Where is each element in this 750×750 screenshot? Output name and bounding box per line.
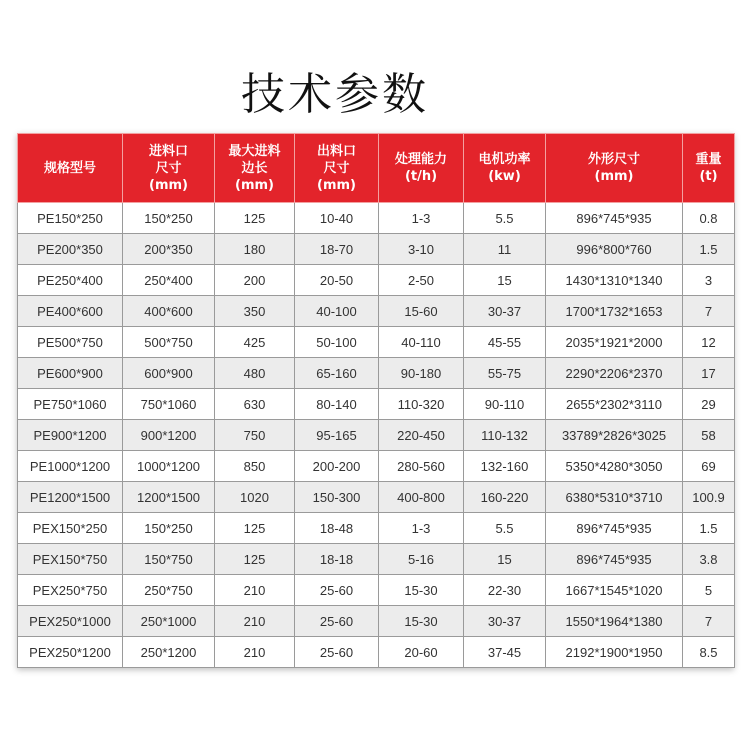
cell-feed-opening: 500*750 (123, 327, 215, 358)
table-row (18, 420, 735, 451)
cell-motor-power: 22-30 (464, 575, 546, 606)
cell-model: PEX250*1000 (18, 606, 123, 637)
cell-capacity: 1-3 (379, 513, 464, 544)
cell-model: PE400*600 (18, 296, 123, 327)
cell-model: PE1000*1200 (18, 451, 123, 482)
cell-weight: 100.9 (683, 482, 735, 513)
spec-table (17, 133, 735, 668)
cell-feed-opening: 150*750 (123, 544, 215, 575)
cell-feed-opening: 400*600 (123, 296, 215, 327)
header-line: 外形尺寸 (587, 152, 640, 167)
cell-model: PE500*750 (18, 327, 123, 358)
cell-dimensions: 1667*1545*1020 (546, 575, 683, 606)
cell-capacity: 1-3 (379, 203, 464, 234)
cell-discharge-opening: 150-300 (295, 482, 379, 513)
cell-capacity: 110-320 (379, 389, 464, 420)
cell-feed-opening: 1000*1200 (123, 451, 215, 482)
table-row (18, 358, 735, 389)
cell-max-feed: 125 (215, 544, 295, 575)
table-row (18, 575, 735, 606)
cell-capacity: 2-50 (379, 265, 464, 296)
table-row (18, 389, 735, 420)
cell-feed-opening: 900*1200 (123, 420, 215, 451)
cell-max-feed: 750 (215, 420, 295, 451)
cell-max-feed: 125 (215, 513, 295, 544)
header-line: 电机功率 (478, 152, 531, 167)
cell-feed-opening: 150*250 (123, 513, 215, 544)
header-line: (mm) (594, 169, 634, 184)
cell-capacity: 5-16 (379, 544, 464, 575)
table-row (18, 544, 735, 575)
cell-feed-opening: 250*400 (123, 265, 215, 296)
table-row (18, 327, 735, 358)
cell-capacity: 15-60 (379, 296, 464, 327)
cell-capacity: 3-10 (379, 234, 464, 265)
header-line: (mm) (317, 177, 356, 193)
cell-weight: 3 (683, 265, 735, 296)
cell-max-feed: 210 (215, 606, 295, 637)
table-row (18, 513, 735, 544)
table-row (18, 203, 735, 234)
table-row (18, 296, 735, 327)
cell-motor-power: 160-220 (464, 482, 546, 513)
header-line: 出料口 (316, 143, 356, 159)
cell-max-feed: 350 (215, 296, 295, 327)
header-line: 处理能力 (394, 152, 447, 167)
cell-weight: 7 (683, 296, 735, 327)
cell-weight: 58 (683, 420, 735, 451)
cell-dimensions: 896*745*935 (546, 513, 683, 544)
cell-dimensions: 2192*1900*1950 (546, 637, 683, 668)
cell-discharge-opening: 18-70 (295, 234, 379, 265)
cell-weight: 12 (683, 327, 735, 358)
cell-discharge-opening: 25-60 (295, 606, 379, 637)
cell-discharge-opening: 18-18 (295, 544, 379, 575)
cell-feed-opening: 750*1060 (123, 389, 215, 420)
cell-max-feed: 850 (215, 451, 295, 482)
cell-feed-opening: 150*250 (123, 203, 215, 234)
header-line: (mm) (235, 177, 274, 193)
cell-model: PE250*400 (18, 265, 123, 296)
header-feed-opening (123, 134, 215, 203)
cell-max-feed: 125 (215, 203, 295, 234)
cell-weight: 7 (683, 606, 735, 637)
table-body (18, 203, 735, 668)
cell-feed-opening: 250*1200 (123, 637, 215, 668)
cell-dimensions: 896*745*935 (546, 203, 683, 234)
header-line: (t/h) (404, 169, 438, 184)
header-weight (683, 134, 735, 203)
cell-weight: 0.8 (683, 203, 735, 234)
header-line: (kw) (488, 169, 521, 184)
cell-discharge-opening: 50-100 (295, 327, 379, 358)
cell-capacity: 15-30 (379, 575, 464, 606)
cell-discharge-opening: 200-200 (295, 451, 379, 482)
cell-model: PE150*250 (18, 203, 123, 234)
cell-max-feed: 630 (215, 389, 295, 420)
cell-discharge-opening: 20-50 (295, 265, 379, 296)
header-max-feed (215, 134, 295, 203)
cell-motor-power: 45-55 (464, 327, 546, 358)
cell-model: PE900*1200 (18, 420, 123, 451)
page-title: 技术参数 (241, 69, 429, 120)
cell-weight: 3.8 (683, 544, 735, 575)
cell-motor-power: 30-37 (464, 296, 546, 327)
cell-dimensions: 1700*1732*1653 (546, 296, 683, 327)
cell-motor-power: 15 (464, 544, 546, 575)
cell-motor-power: 110-132 (464, 420, 546, 451)
header-line: 边长 (241, 160, 268, 176)
header-motor-power (464, 134, 546, 203)
header-line: 进料口 (148, 143, 188, 159)
cell-max-feed: 480 (215, 358, 295, 389)
cell-dimensions: 896*745*935 (546, 544, 683, 575)
table-row (18, 482, 735, 513)
cell-discharge-opening: 18-48 (295, 513, 379, 544)
cell-motor-power: 5.5 (464, 203, 546, 234)
cell-discharge-opening: 95-165 (295, 420, 379, 451)
cell-discharge-opening: 25-60 (295, 637, 379, 668)
cell-weight: 1.5 (683, 513, 735, 544)
cell-motor-power: 55-75 (464, 358, 546, 389)
cell-weight: 8.5 (683, 637, 735, 668)
cell-capacity: 280-560 (379, 451, 464, 482)
cell-weight: 1.5 (683, 234, 735, 265)
cell-model: PEX250*1200 (18, 637, 123, 668)
table-row (18, 265, 735, 296)
header-row (18, 134, 735, 203)
cell-dimensions: 1430*1310*1340 (546, 265, 683, 296)
cell-discharge-opening: 40-100 (295, 296, 379, 327)
cell-motor-power: 30-37 (464, 606, 546, 637)
cell-model: PE600*900 (18, 358, 123, 389)
cell-max-feed: 425 (215, 327, 295, 358)
cell-feed-opening: 250*750 (123, 575, 215, 606)
header-line: 尺寸 (155, 160, 182, 176)
cell-dimensions: 2290*2206*2370 (546, 358, 683, 389)
cell-weight: 29 (683, 389, 735, 420)
cell-dimensions: 2655*2302*3110 (546, 389, 683, 420)
cell-discharge-opening: 65-160 (295, 358, 379, 389)
header-line: 最大进料 (228, 143, 281, 159)
header-dimensions (546, 134, 683, 203)
header-model (18, 134, 123, 203)
cell-feed-opening: 600*900 (123, 358, 215, 389)
cell-capacity: 20-60 (379, 637, 464, 668)
spec-table-container (17, 133, 734, 668)
cell-dimensions: 996*800*760 (546, 234, 683, 265)
cell-dimensions: 2035*1921*2000 (546, 327, 683, 358)
header-line: (mm) (149, 177, 188, 193)
cell-model: PEX150*750 (18, 544, 123, 575)
cell-motor-power: 132-160 (464, 451, 546, 482)
table-row (18, 637, 735, 668)
cell-model: PE200*350 (18, 234, 123, 265)
table-row (18, 606, 735, 637)
header-line: 重量 (695, 152, 722, 167)
cell-max-feed: 180 (215, 234, 295, 265)
header-capacity (379, 134, 464, 203)
cell-model: PE750*1060 (18, 389, 123, 420)
cell-capacity: 15-30 (379, 606, 464, 637)
header-line: (t) (699, 169, 718, 184)
table-row (18, 234, 735, 265)
cell-weight: 5 (683, 575, 735, 606)
cell-dimensions: 6380*5310*3710 (546, 482, 683, 513)
cell-dimensions: 5350*4280*3050 (546, 451, 683, 482)
cell-model: PEX250*750 (18, 575, 123, 606)
cell-dimensions: 33789*2826*3025 (546, 420, 683, 451)
table-row (18, 451, 735, 482)
cell-max-feed: 210 (215, 575, 295, 606)
cell-model: PE1200*1500 (18, 482, 123, 513)
cell-capacity: 90-180 (379, 358, 464, 389)
cell-feed-opening: 250*1000 (123, 606, 215, 637)
header-line: 尺寸 (323, 160, 350, 176)
cell-motor-power: 5.5 (464, 513, 546, 544)
cell-feed-opening: 1200*1500 (123, 482, 215, 513)
cell-motor-power: 90-110 (464, 389, 546, 420)
header-discharge-opening (295, 134, 379, 203)
cell-capacity: 400-800 (379, 482, 464, 513)
cell-capacity: 40-110 (379, 327, 464, 358)
cell-feed-opening: 200*350 (123, 234, 215, 265)
cell-motor-power: 37-45 (464, 637, 546, 668)
cell-max-feed: 1020 (215, 482, 295, 513)
cell-weight: 69 (683, 451, 735, 482)
cell-capacity: 220-450 (379, 420, 464, 451)
cell-model: PEX150*250 (18, 513, 123, 544)
cell-discharge-opening: 10-40 (295, 203, 379, 234)
cell-weight: 17 (683, 358, 735, 389)
cell-dimensions: 1550*1964*1380 (546, 606, 683, 637)
header-line: 规格型号 (43, 160, 96, 176)
cell-motor-power: 15 (464, 265, 546, 296)
cell-max-feed: 210 (215, 637, 295, 668)
cell-motor-power: 11 (464, 234, 546, 265)
cell-max-feed: 200 (215, 265, 295, 296)
cell-discharge-opening: 80-140 (295, 389, 379, 420)
cell-discharge-opening: 25-60 (295, 575, 379, 606)
